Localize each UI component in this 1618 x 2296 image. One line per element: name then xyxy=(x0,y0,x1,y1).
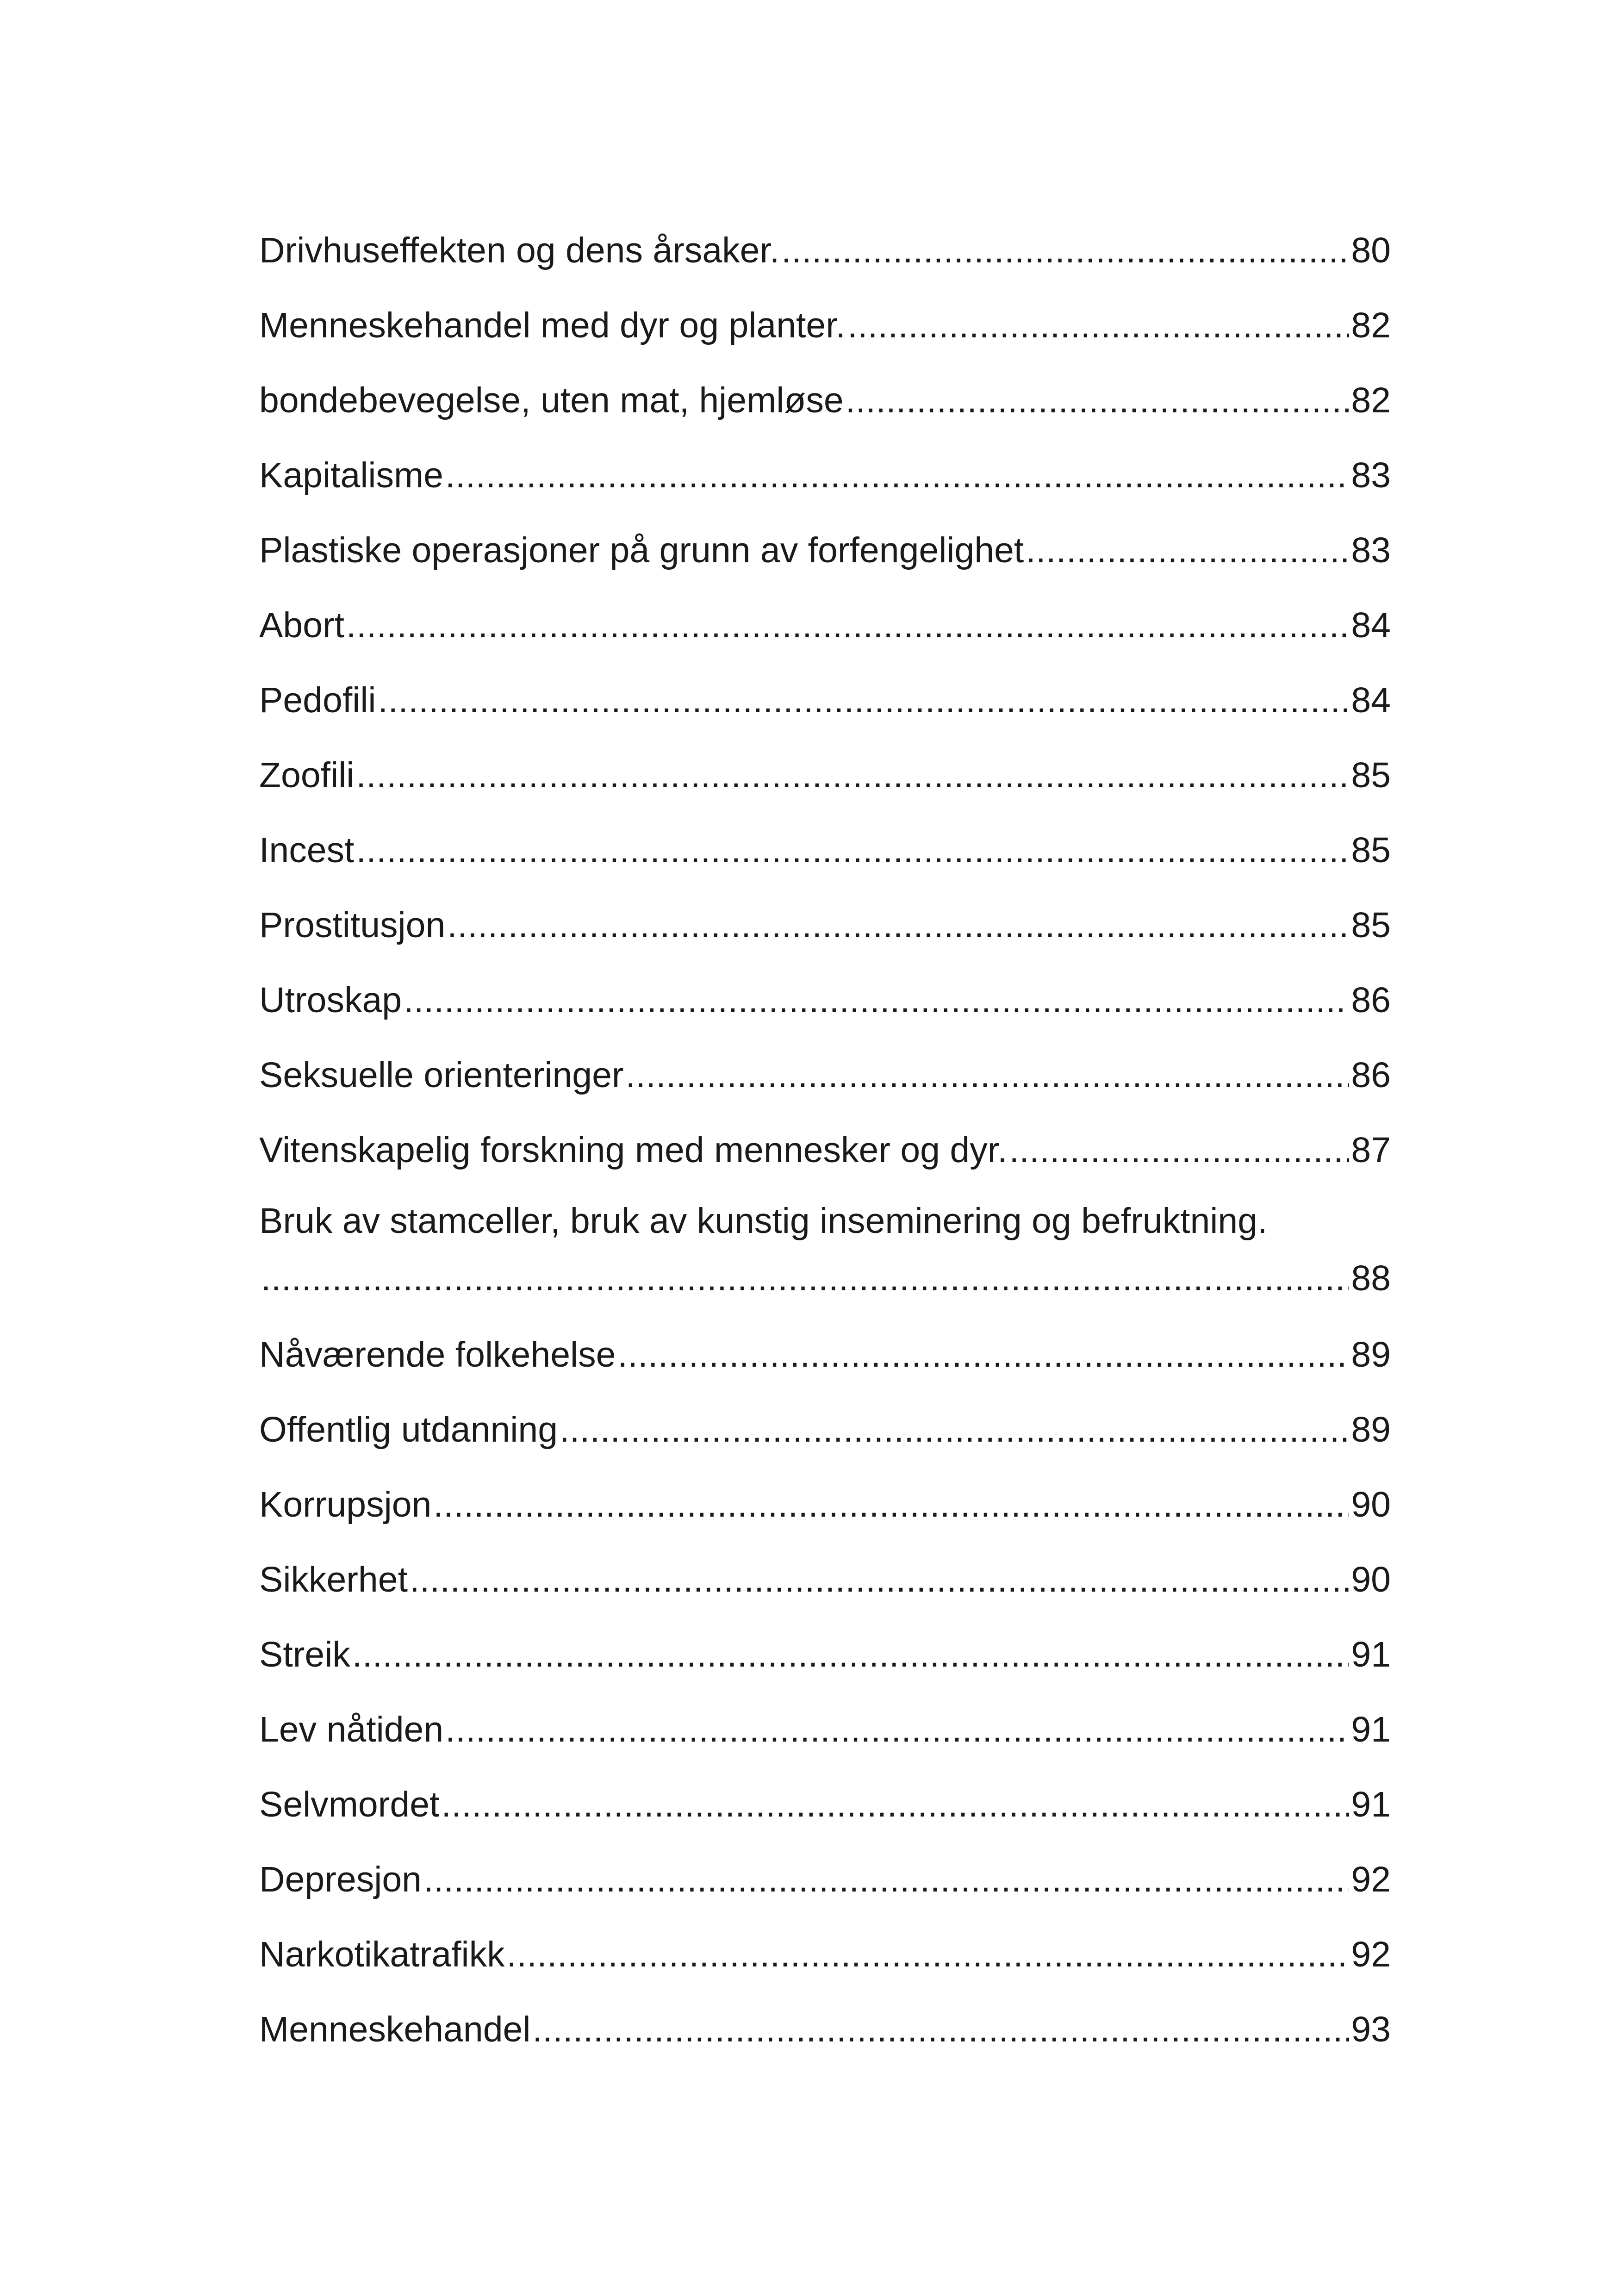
toc-entry-page: 92 xyxy=(1351,1935,1391,1974)
dot-leader xyxy=(433,1467,1349,1542)
toc-entry-page: 87 xyxy=(1351,1130,1391,1170)
toc-entry-title: Narkotikatrafikk xyxy=(259,1935,505,1974)
toc-entry-page: 83 xyxy=(1351,530,1391,570)
toc-entry[interactable] xyxy=(259,213,1391,288)
toc-entry-page: 93 xyxy=(1351,2010,1391,2049)
toc-entry-title: Nåværende folkehelse xyxy=(259,1335,616,1375)
toc-entry-title: Depresjon xyxy=(259,1860,422,1899)
dot-leader xyxy=(261,1250,1349,1307)
toc-entry-title: Drivhuseffekten og dens årsaker. xyxy=(259,230,780,270)
toc-entry-title: Sikkerhet xyxy=(259,1560,408,1599)
toc-entry[interactable] xyxy=(259,663,1391,738)
toc-entry[interactable] xyxy=(259,963,1391,1038)
dot-leader xyxy=(626,1038,1350,1113)
toc-entry-page: 82 xyxy=(1351,380,1391,420)
dot-leader xyxy=(423,1842,1349,1917)
dot-leader xyxy=(560,1392,1349,1467)
toc-entry[interactable] xyxy=(259,1617,1391,1692)
dot-leader xyxy=(507,1917,1350,1992)
dot-leader xyxy=(352,1617,1350,1692)
toc-entry-title: Menneskehandel xyxy=(259,2010,531,2049)
toc-entry-page: 91 xyxy=(1351,1710,1391,1749)
toc-entry-page: 85 xyxy=(1351,830,1391,870)
toc-entry-page: 91 xyxy=(1351,1635,1391,1674)
toc-entry[interactable] xyxy=(259,1992,1391,2067)
toc-entry-page: 85 xyxy=(1351,905,1391,945)
dot-leader xyxy=(1009,1113,1349,1188)
dot-leader xyxy=(533,1992,1350,2067)
toc-entry-page: 89 xyxy=(1351,1335,1391,1375)
toc-entry[interactable] xyxy=(259,288,1391,363)
toc-entry-page: 88 xyxy=(1351,1258,1391,1298)
dot-leader xyxy=(404,963,1349,1038)
toc-entry-title: Menneskehandel med dyr og planter. xyxy=(259,305,846,345)
toc-entry[interactable] xyxy=(259,738,1391,813)
toc-entry[interactable] xyxy=(259,1467,1391,1542)
dot-leader xyxy=(356,738,1349,813)
toc-entry-title: Bruk av stamceller, bruk av kunstig inseminering og befruktning. xyxy=(259,1201,1268,1241)
toc-entry[interactable] xyxy=(259,513,1391,588)
dot-leader xyxy=(441,1767,1349,1842)
dot-leader xyxy=(445,438,1349,513)
toc-entry[interactable] xyxy=(259,1542,1391,1617)
toc-entry-page: 84 xyxy=(1351,605,1391,645)
toc-entry[interactable] xyxy=(259,363,1391,438)
toc-entry-title: Kapitalisme xyxy=(259,455,444,495)
toc-entry-page: 90 xyxy=(1351,1485,1391,1524)
toc-entry-title: Lev nåtiden xyxy=(259,1710,444,1749)
toc-entry[interactable] xyxy=(259,1692,1391,1767)
toc-entry[interactable] xyxy=(259,588,1391,663)
dot-leader xyxy=(410,1542,1349,1617)
dot-leader xyxy=(378,663,1350,738)
toc-entry[interactable] xyxy=(259,1392,1391,1467)
toc-entry-page: 91 xyxy=(1351,1785,1391,1824)
toc-entry-page: 86 xyxy=(1351,1055,1391,1095)
toc-entry-title: bondebevegelse, uten mat, hjemløse xyxy=(259,380,844,420)
toc-entry[interactable] xyxy=(259,1917,1391,1992)
toc-entry-title: Streik xyxy=(259,1635,350,1674)
table-of-contents xyxy=(259,213,1391,2067)
toc-entry-page: 89 xyxy=(1351,1410,1391,1450)
toc-entry[interactable] xyxy=(259,1038,1391,1113)
toc-entry-page: 90 xyxy=(1351,1560,1391,1599)
dot-leader xyxy=(847,288,1349,363)
dot-leader xyxy=(346,588,1349,663)
toc-entry-title: Vitenskapelig forskning med mennesker og dyr. xyxy=(259,1130,1008,1170)
toc-entry[interactable] xyxy=(259,1113,1391,1188)
dot-leader xyxy=(846,363,1350,438)
toc-entry-title: Utroskap xyxy=(259,980,402,1020)
toc-entry-title: Prostitusjon xyxy=(259,905,446,945)
toc-entry-page: 84 xyxy=(1351,680,1391,720)
toc-entry-page: 82 xyxy=(1351,305,1391,345)
toc-entry-page: 83 xyxy=(1351,455,1391,495)
toc-entry[interactable] xyxy=(259,888,1391,963)
toc-entry[interactable] xyxy=(259,1188,1391,1317)
toc-entry-continuation xyxy=(259,1250,1391,1307)
toc-entry-title: Seksuelle orienteringer xyxy=(259,1055,624,1095)
dot-leader xyxy=(781,213,1349,288)
toc-entry-title: Incest xyxy=(259,830,355,870)
toc-entry-page: 86 xyxy=(1351,980,1391,1020)
toc-entry-title: Plastiske operasjoner på grunn av forfengelighet xyxy=(259,530,1024,570)
toc-entry[interactable] xyxy=(259,1842,1391,1917)
toc-entry[interactable] xyxy=(259,1767,1391,1842)
toc-entry-page: 92 xyxy=(1351,1860,1391,1899)
toc-entry-page: 80 xyxy=(1351,230,1391,270)
toc-entry-title: Selvmordet xyxy=(259,1785,440,1824)
dot-leader xyxy=(1026,513,1349,588)
toc-entry-title: Abort xyxy=(259,605,345,645)
toc-entry-title: Korrupsjon xyxy=(259,1485,432,1524)
dot-leader xyxy=(617,1317,1349,1392)
toc-entry-page: 85 xyxy=(1351,755,1391,795)
dot-leader xyxy=(356,813,1349,888)
toc-entry[interactable] xyxy=(259,438,1391,513)
toc-entry-title: Pedofili xyxy=(259,680,376,720)
dot-leader xyxy=(447,888,1349,963)
toc-entry[interactable] xyxy=(259,813,1391,888)
toc-entry-title: Offentlig utdanning xyxy=(259,1410,558,1450)
toc-entry-title: Zoofili xyxy=(259,755,355,795)
toc-entry[interactable] xyxy=(259,1317,1391,1392)
dot-leader xyxy=(445,1692,1349,1767)
